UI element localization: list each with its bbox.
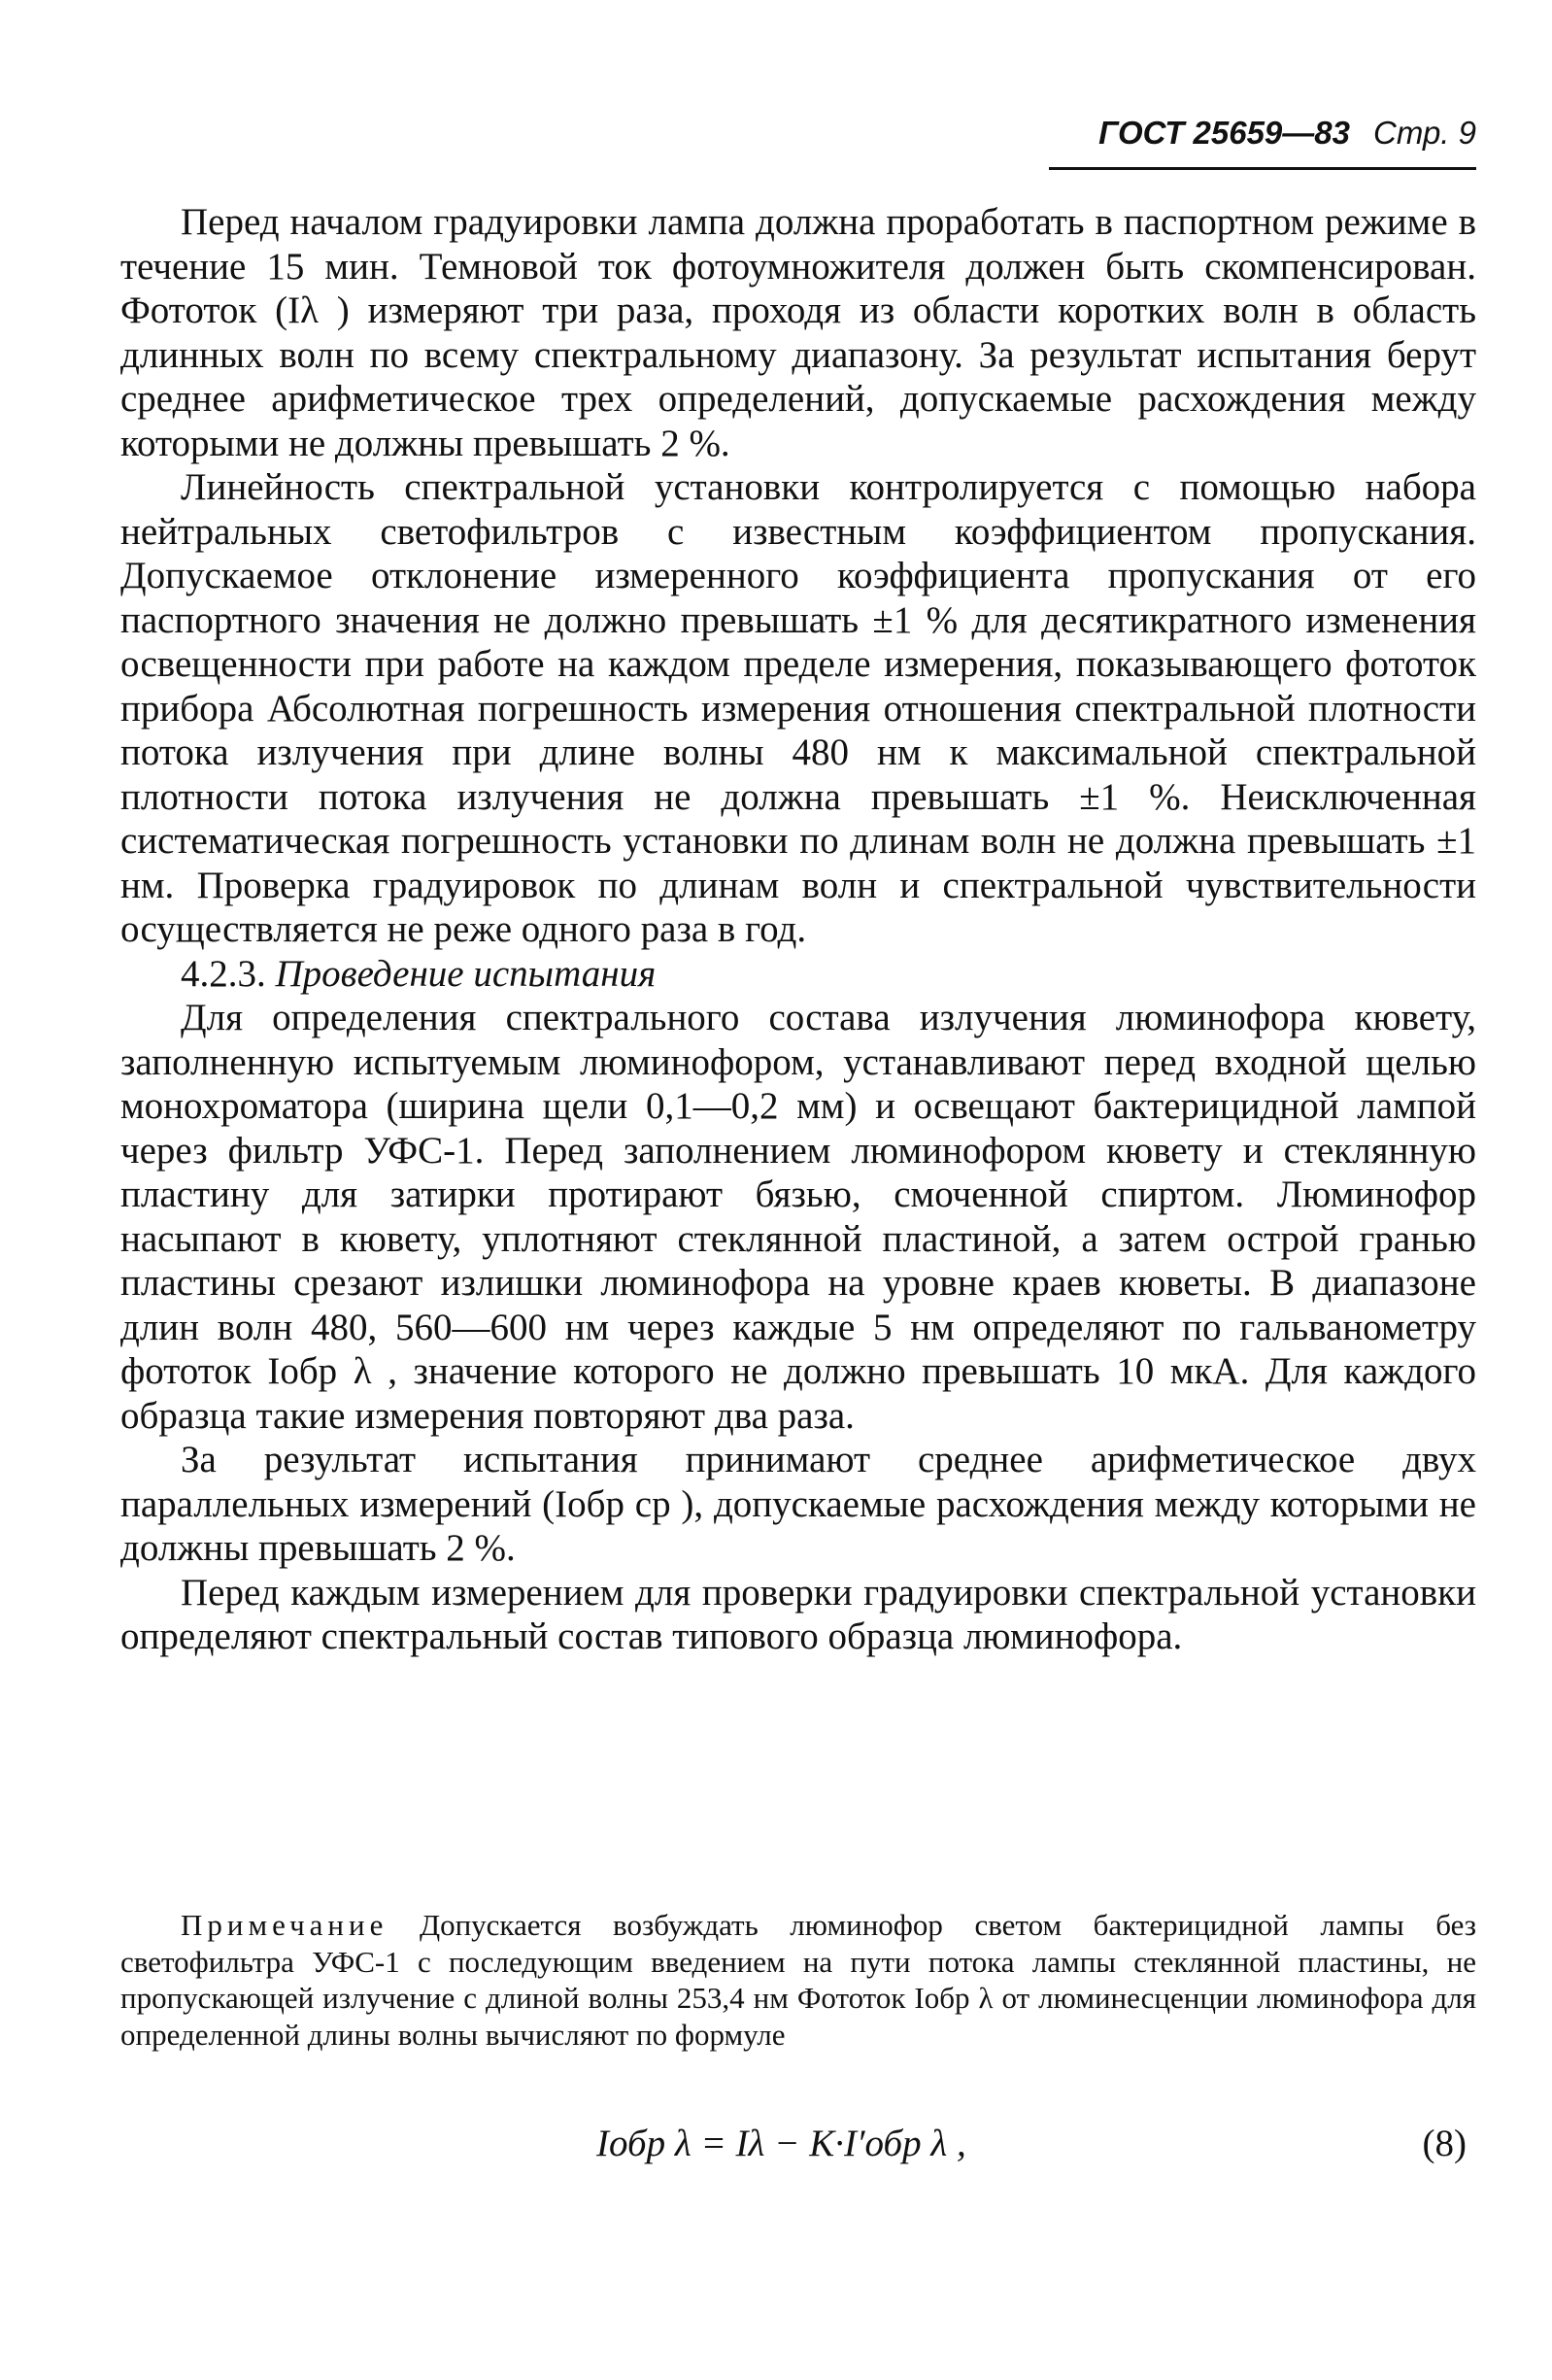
formula-line xyxy=(120,2122,1476,2180)
paragraph-result: За результат испытания принимают среднее арифметическое двух параллельных измерений (Iобр ср ), допускаемые расхождения между которыми не должны превышать 2 %. xyxy=(120,1439,1476,1569)
paragraph-procedure: Для определения спектрального состава излучения люминофора кювету, заполненную испытуемым люминофором, устанавливают перед входной щелью монохроматора (ширина щели 0,1—0,2 мм) и освещают бактерицидной лампой через фильтр УФС-1. Перед заполнением люминофором кювету и стеклянную пластину для затирки протирают бязью, смоченной спиртом. Люминофор насыпают в кювету, уплотняют стеклянной пластиной, а затем острой гранью пластины срезают излишки люминофора на уровне краев кюветы. В диапазоне длин волн 480, 560—600 нм через каждые 5 нм определяют по гальванометру фототок Iобр λ , значение которого не должно превышать 10 мкА. Для каждого образца такие измерения повторяют два раза. xyxy=(120,997,1476,1437)
page-header xyxy=(1049,115,1476,159)
section-number: 4.2.3. xyxy=(181,952,266,995)
paragraph-calibration: Перед началом градуировки лампа должна проработать в паспортном режиме в течение 15 мин. Темновой ток фотоумножителя должен быть скомпенсирован. Фототок (Iλ ) измеряют три раза, проходя из области коротких волн в область длинных волн по всему спектральному диапазону. За результат испытания берут среднее арифметическое трех определений, допускаемые расхождения между которыми не должны превышать 2 %. xyxy=(120,201,1476,464)
note-block xyxy=(120,1907,1476,2053)
paragraph-check: Перед каждым измерением для проверки градуировки спектральной установки определяют спектральный состав типового образца люминофора. xyxy=(120,1571,1476,1657)
paragraph-linearity: Линейность спектральной установки контролируется с помощью набора нейтральных светофильтров с известным коэффициентом пропускания. Допускаемое отклонение измеренного коэффициента пропускания от его паспортного значения не должно превышать ±1 % для десятикратного изменения освещенности при работе на каждом пределе измерения, показывающего фототок прибора Абсолютная погрешность измерения отношения спектральной плотности потока излучения при длине волны 480 нм к максимальной спектральной плотности потока излучения не должна превышать ±1 %. Неисключенная систематическая погрешность установки по длинам волн не должна превышать ±1 нм. Проверка градуировок по длинам волн и спектральной чувствительности осуществляется не реже одного раза в год. xyxy=(120,466,1476,950)
section-heading xyxy=(120,952,1476,997)
note-label: Примечание xyxy=(181,1908,388,1942)
page-number: Стр. 9 xyxy=(1373,115,1476,151)
note-body: Допускается возбуждать люминофор светом бактерицидной лампы без светофильтра УФС-1 с последующим введением на пути потока лампы стеклянной пластины, не пропускающей излучение с длиной волны 253,4 нм Фототок Iобр λ от люминесценции люминофора для определенной длины волны вычисляют по формуле xyxy=(120,1908,1477,2052)
formula-number: (8) xyxy=(1422,2123,1467,2164)
header-rule xyxy=(1049,167,1476,170)
formula-expression: Iобр λ = Iλ − K·I′обр λ , xyxy=(596,2123,966,2164)
standard-number: ГОСТ 25659—83 xyxy=(1098,115,1350,151)
note-text xyxy=(120,1907,1476,2053)
main-text xyxy=(120,200,1476,1659)
section-title: Проведение испытания xyxy=(275,952,657,995)
